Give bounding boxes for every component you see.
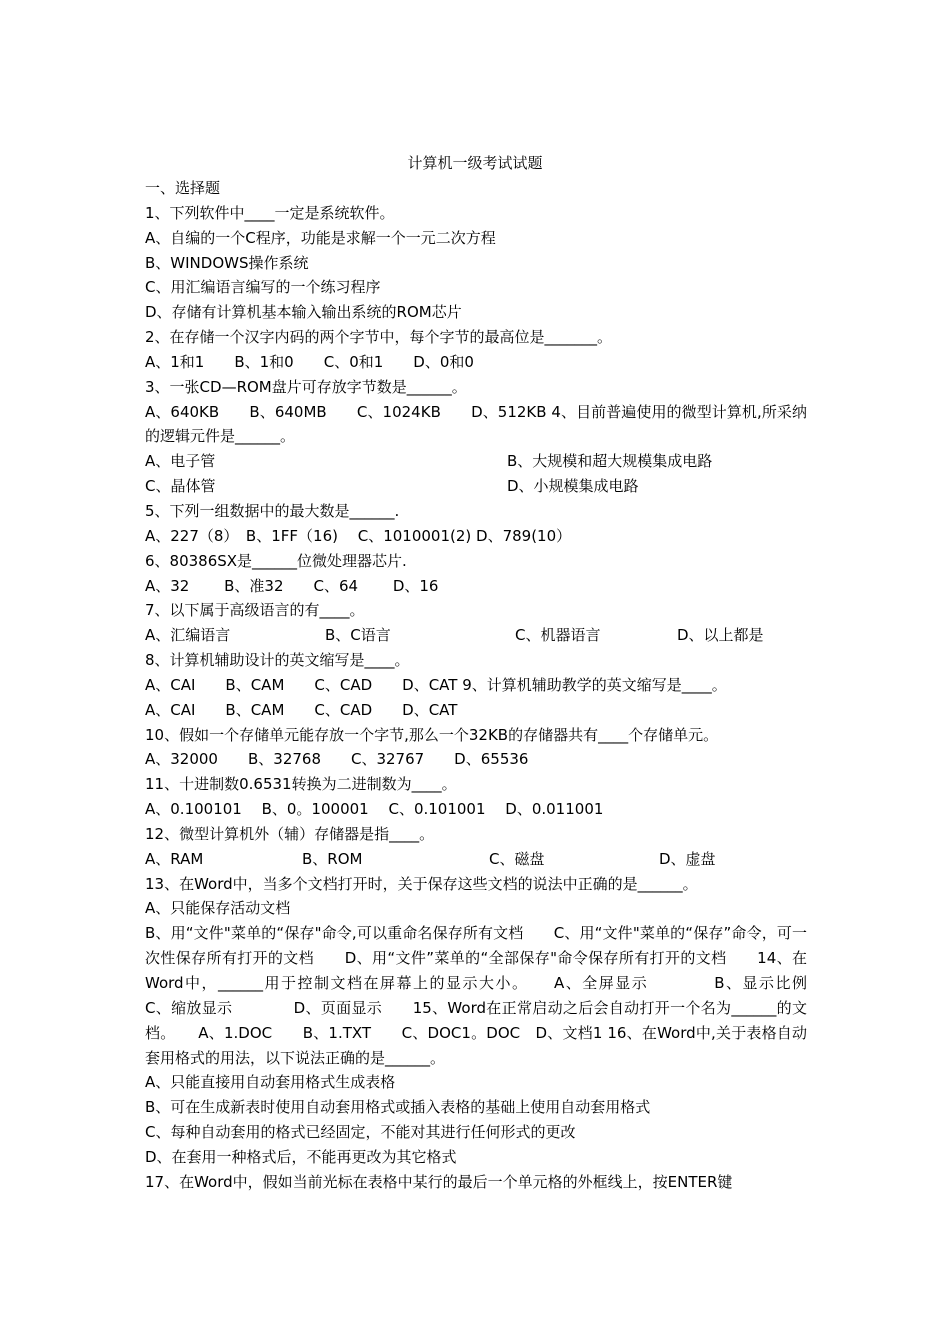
option: D、虚盘 bbox=[659, 849, 716, 868]
option: A、汇编语言 bbox=[145, 626, 231, 645]
text-line: B、WINDOWS操作系统 bbox=[145, 253, 309, 272]
document-body bbox=[145, 176, 868, 1195]
text-line: 17、在Word中，假如当前光标在表格中某行的最后一个单元格的外框线上，按ENTER键 bbox=[145, 1172, 733, 1191]
text-line: A、32 B、准32 C、64 D、16 bbox=[145, 576, 439, 595]
text-line: 7、以下属于高级语言的有____。 bbox=[145, 601, 365, 620]
option: A、电子管 bbox=[145, 452, 216, 471]
text-line: B、可在生成新表时使用自动套用格式或插入表格的基础上使用自动套用格式 bbox=[145, 1098, 651, 1117]
text-paragraph: A、640KB B、640MB C、1024KB D、512KB 4、目前普遍使用的微型计算机,所采纳的逻辑元件是______。 bbox=[145, 402, 807, 446]
text-line: A、自编的一个C程序，功能是求解一个一元二次方程 bbox=[145, 228, 496, 247]
option: A、RAM bbox=[145, 849, 204, 868]
text-line: A、1和1 B、1和0 C、0和1 D、0和0 bbox=[145, 352, 474, 371]
option-row bbox=[145, 474, 807, 499]
option: D、以上都是 bbox=[677, 626, 764, 645]
text-line: D、存储有计算机基本输入输出系统的ROM芯片 bbox=[145, 303, 462, 322]
option: B、ROM bbox=[302, 849, 363, 868]
text-line: 1、下列软件中____一定是系统软件。 bbox=[145, 203, 395, 222]
text-line: 11、十进制数0.6531转换为二进制数为____。 bbox=[145, 775, 457, 794]
section-heading: 一、选择题 bbox=[145, 179, 221, 197]
text-line: 6、80386SX是______位微处理器芯片. bbox=[145, 551, 407, 570]
text-line: 3、一张CD—ROM盘片可存放字节数是______。 bbox=[145, 377, 467, 396]
option: D、小规模集成电路 bbox=[507, 477, 639, 496]
text-line: A、只能直接用自动套用格式生成表格 bbox=[145, 1073, 396, 1092]
text-line: 5、下列一组数据中的最大数是______. bbox=[145, 501, 400, 520]
text-line: C、每种自动套用的格式已经固定，不能对其进行任何形式的更改 bbox=[145, 1123, 576, 1142]
option-row bbox=[145, 449, 807, 474]
text-line: A、CAI B、CAM C、CAD D、CAT bbox=[145, 700, 458, 719]
text-line: 2、在存储一个汉字内码的两个字节中，每个字节的最高位是_______。 bbox=[145, 328, 613, 347]
text-line: 12、微型计算机外（辅）存储器是指____。 bbox=[145, 824, 435, 843]
text-line: A、227（8） B、1FF（16) C、1010001(2) D、789(10） bbox=[145, 526, 572, 545]
option: C、磁盘 bbox=[489, 849, 545, 868]
option: B、大规模和超大规模集成电路 bbox=[507, 452, 713, 471]
option: B、C语言 bbox=[325, 626, 391, 645]
option-row bbox=[145, 847, 807, 872]
text-line: 8、计算机辅助设计的英文缩写是____。 bbox=[145, 651, 410, 670]
text-line: C、用汇编语言编写的一个练习程序 bbox=[145, 278, 381, 297]
text-line: 13、在Word中，当多个文档打开时，关于保存这些文档的说法中正确的是______。 bbox=[145, 874, 698, 893]
text-line: A、0.100101 B、0。100001 C、0.101001 D、0.011001 bbox=[145, 800, 604, 819]
text-line: A、只能保存活动文档 bbox=[145, 899, 291, 918]
text-line: 10、假如一个存储单元能存放一个字节,那么一个32KB的存储器共有____个存储单元。 bbox=[145, 725, 719, 744]
document-title: 计算机一级考试试题 bbox=[407, 154, 543, 172]
option: C、晶体管 bbox=[145, 477, 216, 496]
option-row bbox=[145, 623, 807, 648]
text-line: A、CAI B、CAM C、CAD D、CAT 9、计算机辅助教学的英文缩写是____。 bbox=[145, 675, 727, 694]
text-paragraph: B、用“文件"菜单的“保存"命令,可以重命名保存所有文档 C、用“文件"菜单的“保存”命令，可一次性保存所有打开的文档 D、用“文件”菜单的“全部保存"命令保存所有打开的文档 14、在Word中，______用于控制文档在屏幕上的显示大小。 A、全屏显示 B、显示比例 C、缩放显示 D、页面显示 15、Word在正常启动之后会自动打开一个名为______的文档。 A、1.DOC B、1.TXT C、DOC1。DOC D、文档1 16、在Word中,关于表格自动套用格式的用法，以下说法正确的是______。 bbox=[145, 924, 868, 1067]
text-line: A、32000 B、32768 C、32767 D、65536 bbox=[145, 750, 529, 769]
option: C、机器语言 bbox=[515, 626, 601, 645]
text-line: D、在套用一种格式后，不能再更改为其它格式 bbox=[145, 1147, 457, 1166]
